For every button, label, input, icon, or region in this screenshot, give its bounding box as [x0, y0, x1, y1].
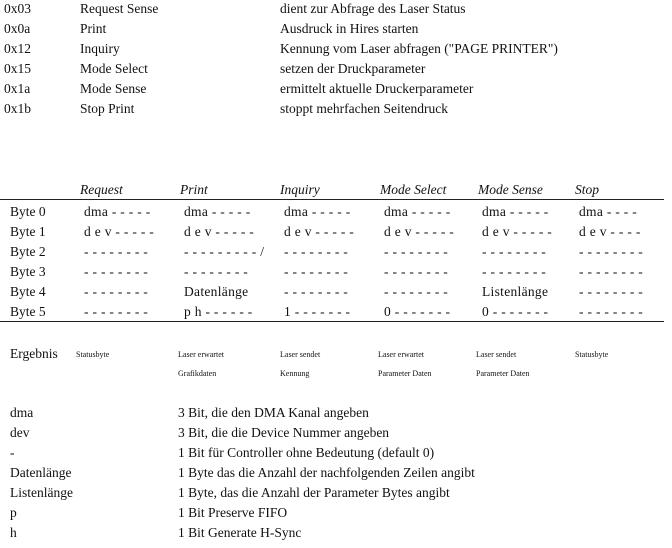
command-description: Ausdruck in Hires starten — [280, 21, 419, 36]
legend-term: - — [10, 445, 15, 460]
table-cell: 0 - - - - - - - — [384, 304, 451, 319]
table-cell: - - - - - - - - — [579, 264, 644, 279]
table-cell: d e v - - - - - — [284, 224, 355, 239]
legend-term: dma — [10, 405, 34, 420]
table-column-header: Print — [180, 182, 208, 197]
legend-term: p — [10, 505, 17, 520]
table-cell: dma - - - - - — [184, 204, 251, 219]
command-code: 0x15 — [4, 61, 31, 76]
table-cell: - - - - - - - - — [384, 244, 449, 259]
table-cell: p h - - - - - - — [184, 304, 253, 319]
table-cell: - - - - - - - - — [579, 304, 644, 319]
table-row-label: Byte 0 — [10, 204, 46, 219]
table-column-header: Mode Sense — [478, 182, 543, 197]
result-text: Parameter Daten — [378, 369, 432, 378]
table-cell: d e v - - - - - — [384, 224, 455, 239]
table-cell: - - - - - - - - — [384, 284, 449, 299]
table-cell: - - - - - - - - — [284, 264, 349, 279]
table-cell: dma - - - - - — [84, 204, 151, 219]
command-name: Print — [80, 21, 107, 36]
result-text: Grafikdaten — [178, 369, 217, 378]
command-code: 0x12 — [4, 41, 31, 56]
table-row-label: Byte 4 — [10, 284, 46, 299]
table-cell: - - - - - - - - — [84, 264, 149, 279]
table-cell: - - - - - - - - — [579, 284, 644, 299]
legend-definition: 1 Bit Generate H-Sync — [178, 525, 302, 540]
legend-definition: 1 Bit für Controller ohne Bedeutung (default 0) — [178, 445, 435, 460]
table-cell: - - - - - - - - — [184, 264, 249, 279]
table-row-label: Byte 3 — [10, 264, 46, 279]
table-cell: - - - - - - - - - / — [184, 244, 265, 259]
table-column-header: Stop — [575, 182, 600, 197]
legend-definition: 1 Byte, das die Anzahl der Parameter Bytes angibt — [178, 485, 450, 500]
command-description: stoppt mehrfachen Seitendruck — [280, 101, 448, 116]
command-code: 0x0a — [4, 21, 31, 36]
table-cell: dma - - - - - — [284, 204, 351, 219]
result-text: Laser sendet — [476, 350, 517, 359]
legend-definition: 3 Bit, die den DMA Kanal angeben — [178, 405, 369, 420]
table-cell: - - - - - - - - — [482, 264, 547, 279]
table-row-label: Byte 1 — [10, 224, 46, 239]
command-description: setzen der Druckparameter — [280, 61, 426, 76]
command-code: 0x03 — [4, 1, 31, 16]
table-cell: d e v - - - - - — [482, 224, 553, 239]
table-cell: Datenlänge — [184, 284, 249, 299]
result-text: Laser erwartet — [378, 350, 424, 359]
command-name: Stop Print — [80, 101, 135, 116]
result-text: Statusbyte — [76, 350, 110, 359]
legend-term: dev — [10, 425, 30, 440]
table-cell: d e v - - - - — [579, 224, 641, 239]
result-text: Laser erwartet — [178, 350, 224, 359]
table-cell: d e v - - - - - — [84, 224, 155, 239]
command-code: 0x1b — [4, 101, 31, 116]
legend-definition: 3 Bit, die die Device Nummer angeben — [178, 425, 390, 440]
command-name: Inquiry — [80, 41, 120, 56]
command-name: Request Sense — [80, 1, 159, 16]
table-cell: dma - - - - — [579, 204, 638, 219]
table-cell: 1 - - - - - - - — [284, 304, 351, 319]
table-column-header: Mode Select — [380, 182, 447, 197]
table-cell: 0 - - - - - - - — [482, 304, 549, 319]
result-text: Parameter Daten — [476, 369, 530, 378]
table-cell: - - - - - - - - — [84, 244, 149, 259]
table-cell: - - - - - - - - — [482, 244, 547, 259]
command-description: dient zur Abfrage des Laser Status — [280, 1, 466, 16]
table-column-header: Inquiry — [280, 182, 320, 197]
table-cell: - - - - - - - - — [284, 244, 349, 259]
table-top-rule — [0, 199, 664, 200]
table-cell: - - - - - - - - — [384, 264, 449, 279]
result-text: Kennung — [280, 369, 310, 378]
table-row-label: Byte 5 — [10, 304, 46, 319]
result-text: Laser sendet — [280, 350, 321, 359]
table-cell: dma - - - - - — [384, 204, 451, 219]
legend-definition: 1 Bit Preserve FIFO — [178, 505, 288, 520]
result-label: Ergebnis — [10, 346, 58, 361]
legend-term: Listenlänge — [10, 485, 73, 500]
table-bottom-rule — [0, 321, 664, 322]
table-cell: dma - - - - - — [482, 204, 549, 219]
table-row-label: Byte 2 — [10, 244, 46, 259]
command-code: 0x1a — [4, 81, 31, 96]
table-cell: - - - - - - - - — [84, 284, 149, 299]
result-text: Statusbyte — [575, 350, 609, 359]
legend-definition: 1 Byte das die Anzahl der nachfolgenden Zeilen angibt — [178, 465, 475, 480]
table-column-header: Request — [80, 182, 123, 197]
command-description: ermittelt aktuelle Druckerparameter — [280, 81, 474, 96]
table-cell: - - - - - - - - — [84, 304, 149, 319]
legend-term: Datenlänge — [10, 465, 72, 480]
command-name: Mode Sense — [80, 81, 147, 96]
command-name: Mode Select — [80, 61, 148, 76]
table-cell: d e v - - - - - — [184, 224, 255, 239]
table-cell: - - - - - - - - — [579, 244, 644, 259]
table-cell: - - - - - - - - — [284, 284, 349, 299]
table-cell: Listenlänge — [482, 284, 549, 299]
command-description: Kennung vom Laser abfragen ("PAGE PRINTER") — [280, 41, 558, 56]
legend-term: h — [10, 525, 17, 540]
